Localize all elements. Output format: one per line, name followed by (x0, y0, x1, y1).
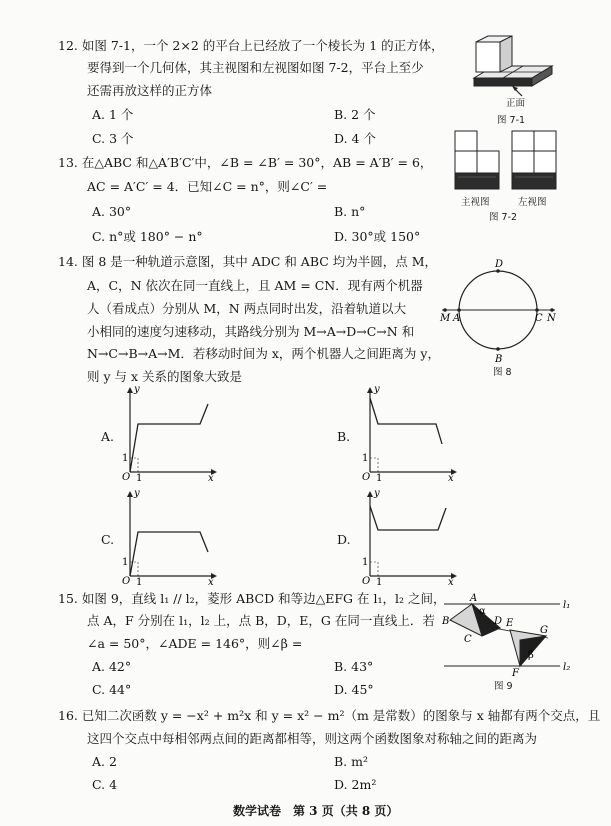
graph-a-x-one: 1 (136, 473, 143, 484)
fig9-label-G: G (540, 625, 548, 636)
q14-option-b-letter: B. (337, 429, 351, 444)
fig9-label-A: A (470, 593, 478, 604)
q13-line1: 13. 在△ABC 和△A′B′C′中，∠B = ∠B′ = 30°，AB = A′B′ = 6， (58, 155, 433, 170)
q15-line3: ∠a = 50°，∠ADE = 146°，则∠β = (87, 636, 303, 651)
q16-option-a: A. 2 (92, 754, 117, 769)
fig9-label-F: F (512, 668, 519, 679)
q14-graph-d (360, 488, 460, 586)
q15-line1: 15. 如图 9，直线 l₁ // l₂，菱形 ABCD 和等边△EFG 在 l₁，l₂ 之间， (58, 591, 446, 606)
figure-9-rhombus-triangle (440, 590, 575, 678)
q13-option-a: A. 30° (92, 204, 132, 219)
q15-option-d: D. 45° (334, 682, 374, 697)
q12-option-d: D. 4 个 (334, 131, 376, 146)
figure-8-track (440, 256, 560, 366)
fig9-label-E: E (506, 618, 514, 629)
fig8-label-A: A (453, 313, 461, 324)
q15-option-c: C. 44° (92, 682, 132, 697)
q12-line3: 还需再放这样的正方体 (87, 83, 213, 98)
graph-b-y-label: y (374, 384, 380, 395)
figure-7-1-front-label: 正面 (506, 98, 526, 109)
figure-7-2-main-view (454, 130, 502, 192)
graph-a-y-one: 1 (122, 453, 129, 464)
graph-c-y-one: 1 (122, 557, 129, 568)
q13-option-d: D. 30°或 150° (334, 229, 421, 244)
graph-a-curve (130, 404, 208, 472)
q16-option-b: B. m² (334, 754, 368, 769)
page-footer: 数学试卷 第 3 页（共 8 页） (233, 804, 399, 818)
graph-b-x-one: 1 (376, 473, 383, 484)
q14-line3: 人（看成点）分别从 M，N 两点同时出发，沿着轨道以大 (87, 301, 407, 316)
graph-c-x-one: 1 (136, 577, 143, 588)
figure-9-caption: 图 9 (494, 681, 513, 692)
graph-a-x-label: x (208, 473, 214, 484)
graph-c-origin: O (122, 576, 131, 587)
graph-a-y-label: y (134, 384, 140, 395)
fig9-label-l1: l₁ (563, 600, 571, 611)
fig9-label-l2: l₂ (563, 662, 571, 673)
fig8-label-C: C (535, 313, 543, 324)
q12-option-a: A. 1 个 (92, 107, 134, 122)
q14-line5: N→C→B→A→M．若移动时间为 x，两个机器人之间距离为 y， (87, 346, 440, 361)
fig9-label-D: D (494, 616, 503, 627)
graph-d-y-one: 1 (362, 557, 369, 568)
fig9-label-alpha: α (479, 606, 486, 617)
graph-d-curve (370, 506, 446, 530)
q15-option-a: A. 42° (92, 659, 132, 674)
graph-b-origin: O (362, 472, 371, 483)
fig8-label-N: N (547, 313, 556, 324)
q12-option-c: C. 3 个 (92, 131, 134, 146)
q13-option-c: C. n°或 180° − n° (92, 229, 203, 244)
figure-7-1-caption: 图 7-1 (497, 115, 526, 126)
q16-line1: 16. 已知二次函数 y = −x² + m²x 和 y = x² − m²（m 是常数）的图象与 x 轴都有两个交点，且 (58, 708, 601, 723)
q16-option-d: D. 2m² (334, 777, 377, 792)
q13-line2: AC = A′C′ = 4．已知∠C = n°，则∠C′ = (87, 179, 328, 194)
graph-b-x-label: x (448, 473, 454, 484)
q14-line2: A，C，N 依次在同一直线上，且 AM = CN．现有两个机器 (87, 278, 423, 293)
fig9-label-beta: β (528, 650, 534, 661)
q12-option-b: B. 2 个 (334, 107, 376, 122)
q14-graph-a (120, 384, 220, 482)
graph-b-curve (370, 398, 442, 444)
figure-7-1-platform-cube (470, 36, 560, 98)
figure-7-2-caption: 图 7-2 (489, 212, 518, 223)
q12-line2: 要得到一个几何体，其主视图和左视图如图 7-2，平台上至少 (87, 60, 424, 75)
q16-option-c: C. 4 (92, 777, 118, 792)
q14-line1: 14. 图 8 是一种轨道示意图，其中 ADC 和 ABC 均为半圆，点 M， (58, 254, 438, 269)
q14-option-d-letter: D. (337, 532, 351, 547)
q15-line2: 点 A，F 分别在 l₁，l₂ 上，点 B，D，E，G 在同一直线上．若 (87, 613, 435, 628)
q15-option-b: B. 43° (334, 659, 374, 674)
fig8-label-D: D (495, 259, 504, 270)
figure-7-2-left-label: 左视图 (518, 197, 547, 208)
fig9-label-C: C (464, 634, 472, 645)
q14-graph-b (360, 384, 460, 482)
q13-option-b: B. n° (334, 204, 366, 219)
figure-7-2-left-view (511, 130, 559, 192)
figure-8-caption: 图 8 (493, 367, 512, 378)
graph-b-y-one: 1 (362, 453, 369, 464)
graph-c-y-label: y (134, 488, 140, 499)
q14-line4: 小相同的速度匀速移动，其路线分别为 M→A→D→C→N 和 (87, 324, 415, 339)
graph-a-origin: O (122, 472, 131, 483)
graph-d-x-one: 1 (376, 577, 383, 588)
graph-c-x-label: x (208, 577, 214, 588)
graph-d-x-label: x (448, 577, 454, 588)
q14-graph-c (120, 488, 220, 586)
q14-option-c-letter: C. (101, 532, 115, 547)
fig8-label-B: B (495, 354, 503, 365)
q16-line2: 这四个交点中每相邻两点间的距离都相等，则这两个函数图象对称轴之间的距离为 (87, 731, 538, 746)
figure-7-2-main-label: 主视图 (461, 197, 490, 208)
q12-line1: 12. 如图 7-1，一个 2×2 的平台上已经放了一个棱长为 1 的正方体， (58, 38, 444, 53)
q14-line6: 则 y 与 x 关系的图象大致是 (87, 369, 243, 384)
graph-d-y-label: y (374, 488, 380, 499)
graph-d-origin: O (362, 576, 371, 587)
q14-option-a-letter: A. (101, 429, 115, 444)
fig9-label-B: B (442, 616, 450, 627)
graph-c-curve (130, 532, 208, 576)
fig8-label-M: M (440, 313, 451, 324)
